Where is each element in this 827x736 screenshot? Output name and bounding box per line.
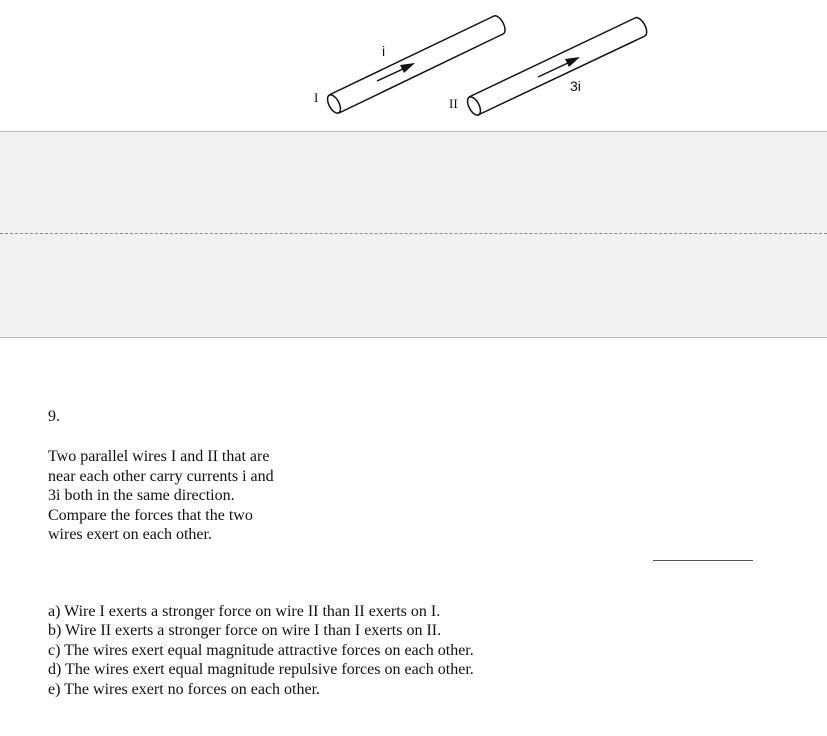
question-text: Two parallel wires I and II that are near each other carry currents i and 3i both in the same direction. Compare the forces that the two wires exert on each other. — [48, 448, 274, 543]
wire-1-current-label: i — [382, 43, 386, 59]
wires-figure — [0, 0, 827, 130]
wire-2 — [465, 18, 647, 118]
page-break-divider — [0, 233, 827, 234]
answer-choices — [48, 602, 474, 699]
wire-2-current-label: 3i — [570, 78, 581, 94]
question-number: 9. — [48, 408, 60, 425]
choice-c[interactable]: c) The wires exert equal magnitude attractive forces on each other. — [48, 641, 474, 659]
wire-1-current-arrow — [377, 63, 415, 81]
choice-d[interactable]: d) The wires exert equal magnitude repulsive forces on each other. — [48, 661, 474, 679]
wire-2-label: II — [449, 96, 458, 111]
wire-1 — [325, 16, 505, 115]
page-gap — [0, 131, 827, 338]
answer-blank[interactable] — [653, 560, 753, 561]
parallel-wires-diagram — [0, 0, 827, 130]
wire-2-current-arrow — [538, 57, 580, 77]
wire-1-label: I — [314, 90, 319, 105]
choice-e[interactable]: e) The wires exert no forces on each other. — [48, 680, 321, 698]
choice-b[interactable]: b) Wire II exerts a stronger force on wire I than I exerts on II. — [48, 622, 442, 640]
choice-a[interactable]: a) Wire I exerts a stronger force on wire II than II exerts on I. — [48, 603, 441, 620]
